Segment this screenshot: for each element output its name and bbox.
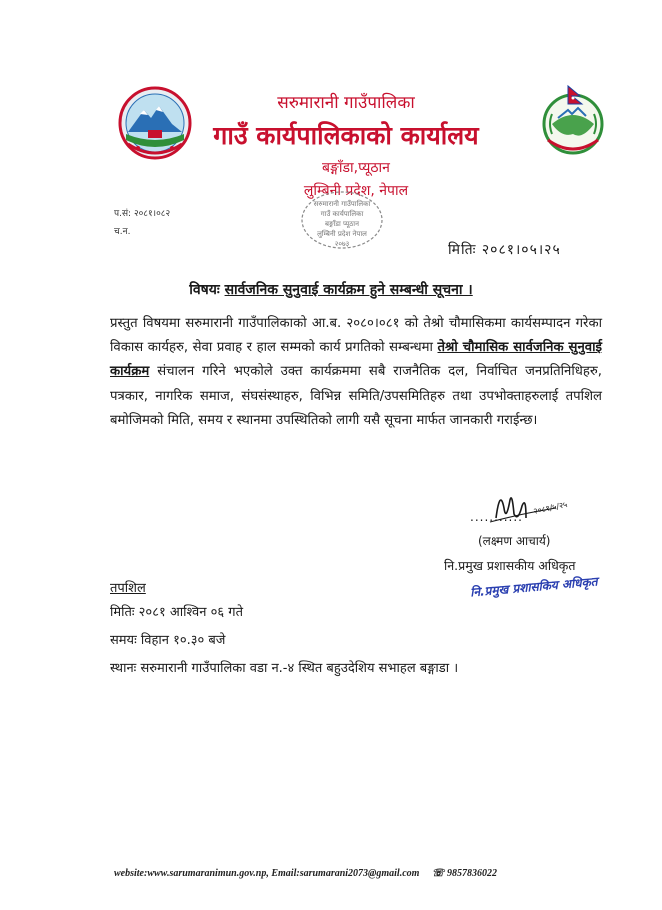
subject-line <box>0 280 662 299</box>
footer-email[interactable]: Email:sarumarani2073@gmail.com <box>271 868 420 879</box>
signatory-designation: नि.प्रमुख प्रशासकीय अधिकृत <box>444 558 576 573</box>
footer-contact <box>114 868 497 879</box>
footer-website[interactable]: website:www.sarumaranimun.gov.np, <box>114 868 269 879</box>
footer-phone: 9857836022 <box>446 868 497 879</box>
body-part-2: संचालन गरिने भएकोले उक्त कार्यक्रममा सबै राजनैतिक दल, निर्वाचित जनप्रतिनिधिहरु, पत्रकार, नागरिक समाज, संघसंस्थाहरु, विभिन्न समिति/उपसमितिहरु तथा उपभोक्ताहरुलाई तपशिल बमोजिमको मिति, समय र स्थानमा उपस्थितिको लागी यसै सूचना मार्फत जानकारी गराईन्छ। <box>110 364 602 428</box>
phone-icon: ☏ <box>431 868 445 879</box>
seal-line-3: बङ्गाँडा प्यूठान <box>325 220 359 228</box>
body-highlight: तेश्रो चौमासिक सार्वजनिक सुनुवाई कार्यक्रम <box>110 340 602 380</box>
letter-number: प.सं: २०८१।०८२ <box>114 209 171 219</box>
schedule-title: तपशिल <box>110 581 146 596</box>
address-line-2: लुम्बिनी प्रदेश, नेपाल <box>303 183 409 199</box>
letter-date: मितिः २०८१।०५।२५ <box>448 242 561 258</box>
schedule-time: समयः विहान १०.३० बजे <box>110 633 226 648</box>
address-line-1: बङ्गाँडा,प्यूठान <box>322 160 390 176</box>
office-title: गाउँ कार्यपालिकाको कार्यालय <box>213 121 479 150</box>
signature-line: ........... <box>470 510 523 524</box>
dispatch-number: च.न. <box>114 227 131 237</box>
schedule-date: मितिः २०८१ आश्विन ०६ गते <box>110 605 243 620</box>
body-part-1: प्रस्तुत विषयमा सरुमारानी गाउँपालिकाको आ.ब. २०८०।०८१ को तेश्रो चौमासिकमा कार्यसम्पादन गरेका विकास कार्यहरु, सेवा प्रवाह र हाल सम्मको कार्य प्रगतिको सम्बन्धमा <box>110 316 602 356</box>
signatory-name: (लक्ष्मण आचार्य) <box>478 534 551 548</box>
municipality-name: सरुमारानी गाउँपालिका <box>277 93 415 113</box>
signature-date: २०८१/५/२५ <box>532 499 569 516</box>
notice-body <box>110 312 602 433</box>
seal-line-1: सरुमारानी गाउँपालिका <box>313 200 371 208</box>
seal-line-5: २०७३ <box>334 240 350 248</box>
seal-line-2: गाउँ कार्यपालिका <box>320 210 364 218</box>
schedule-venue: स्थानः सरुमारानी गाउँपालिका वडा न.-४ स्थित बहुउदेशिय सभाहल बङ्गाडा । <box>110 661 459 676</box>
subject-prefix: विषयः <box>189 282 220 298</box>
subject-text: सार्वजनिक सुनुवाई कार्यक्रम हुने सम्बन्धी सूचना । <box>224 282 473 298</box>
office-seal <box>292 190 392 252</box>
designation-stamp: नि.प्रमुख प्रशासकिय अधिकृत <box>469 574 599 600</box>
seal-line-4: लुम्बिनी प्रदेश नेपाल <box>317 230 367 238</box>
